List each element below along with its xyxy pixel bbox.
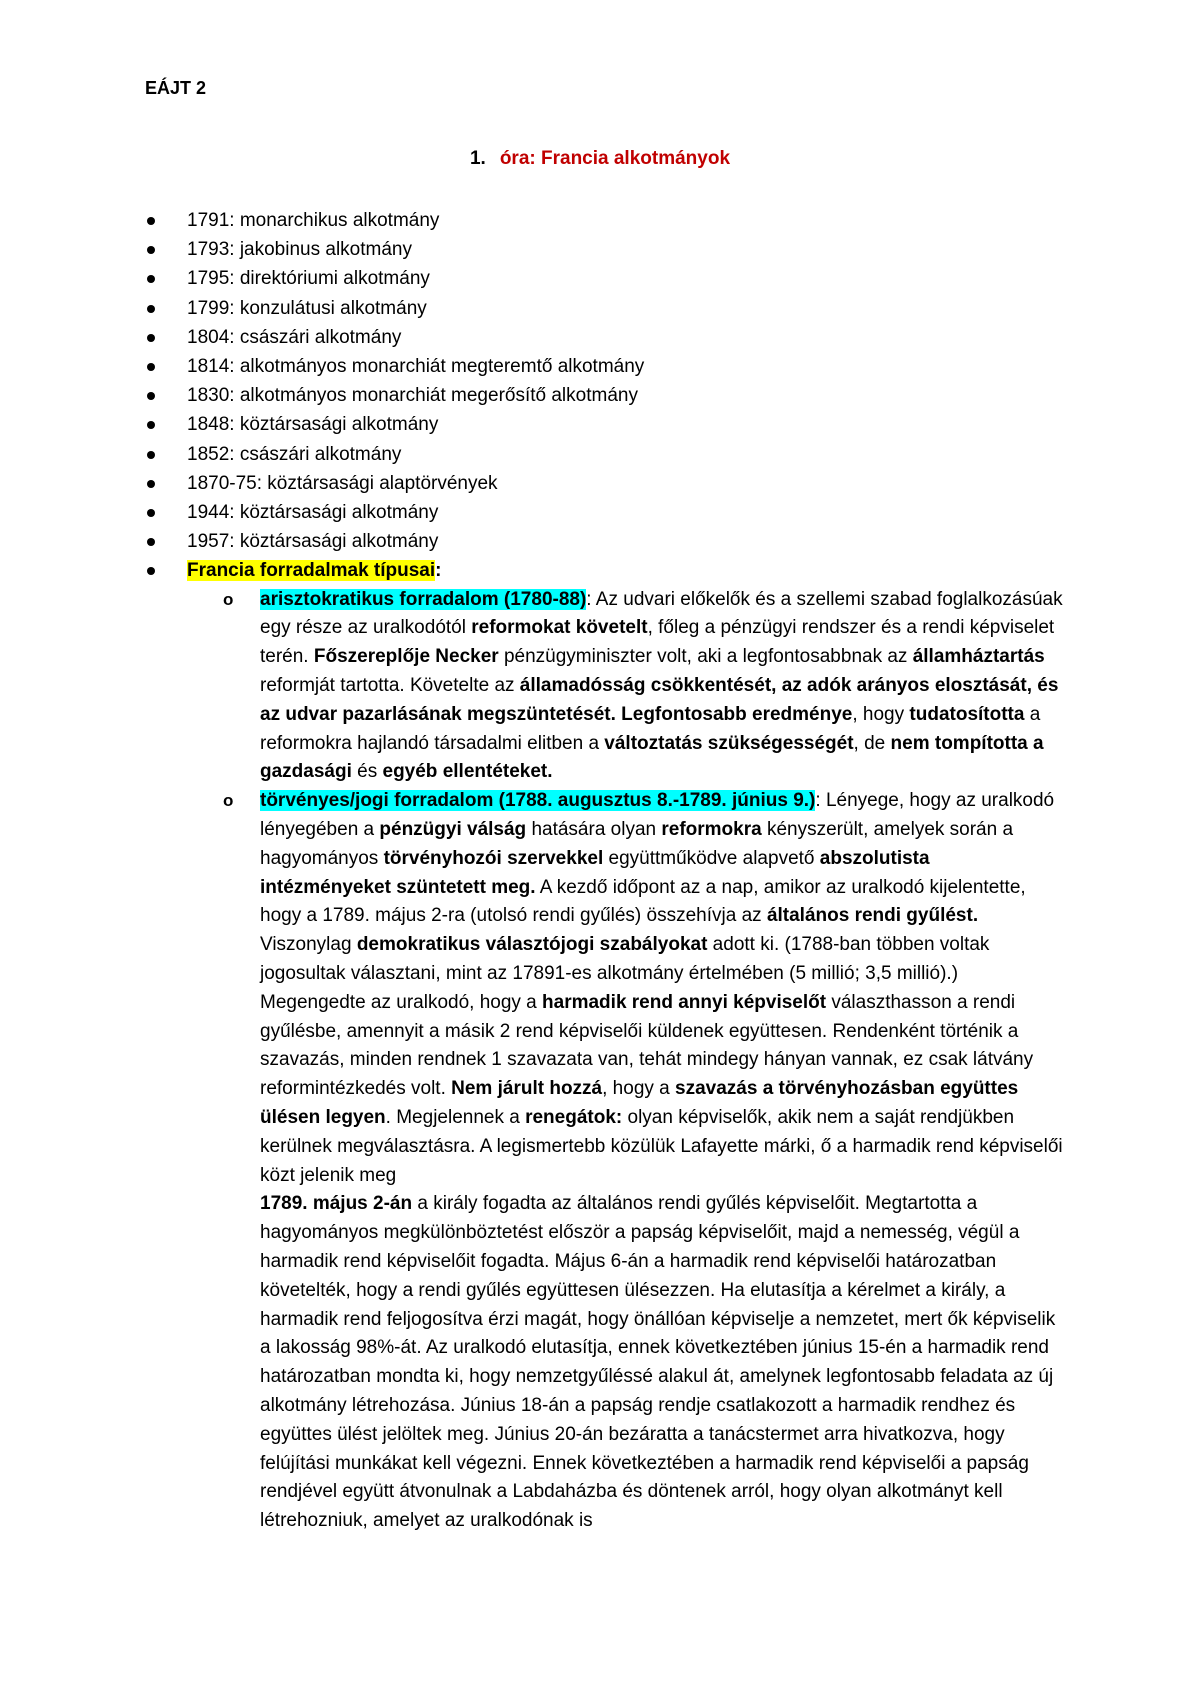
torv-segment: demokratikus választójogi szabályokat [356,934,708,956]
revolution-types-item: Francia forradalmak típusai: o arisztokratikus forradalom (1780-88): Az udvari előkelők és a szellemi szabad foglalkozásúak egy része az uralkodótól reformokat követelt, főleg a pénzügyi rendszer és a rendi képviselet terén. Főszereplője Necker pénzügyminiszter volt, aki a legfontosabbnak az államháztartás reformját tartotta. Követelte az államadósság csökkentését, az adók arányos elosztását, és az udvar pazarlásának megszüntetését. Legfontosabb eredménye, hogy tudatosította a reformokra hajlandó társadalmi elitben a változtatás szükségességét, de nem tompította a gazdasági és egyéb ellentéteket. o törvényes/jogi forradalom (1788. augusztus 8.-1789. június 9.): Lényege, hogy az uralkodó lényegében a pénzügyi válság hatására olyan reformokra kényszerült, amelyek során a hagyományos törvényhozói szervekkel együttműködve alapvető abszolutista intézményeket szüntetett meg. A kezdő időpont az a nap, amikor az uralkodó kijelentette, hogy a 1789. május 2-ra (utolsó rendi gyűlés) összehívja az általános rendi gyűlést. Viszonylag demokratikus választójogi szabályokat adott ki. (1788-ban többen voltak jogosultak választani, mint az 17891-es alkotmány értelmében (5 millió; 3,5 millió).) Megengedte az uralkodó, hogy a harmadik rend annyi képviselőt választhasson a rendi gyűlésbe, amennyit a másik 2 rend képviselői küldenek együttesen. Rendenként történik a szavazás, minden rendnek 1 szavazata van, tehát mindegy hányan vannak, ez csak látvány reformintézkedés volt. Nem járult hozzá, hogy a szavazás a törvényhozásban együttes ülésen legyen. Megjelennek a renegátok: olyan képviselők, akik nem a saját rendjükben kerülnek megválasztásra. A legismertebb közülük Lafayette márki, ő a harmadik rend képviselői közt jelenik meg 1789. május 2-án a király fogadta az általános rendi gyűlés képviselőit. Megtartotta a hagyományos megkülönböztetést először a papság képviselőit, majd a nemesség, végül a harmadik rend képviselőit fogadta. Május 6-án a harmadik rend képviselői határozatban követelték, hogy a rendi gyűlés együttesen ülésezzen. Ha elutasítja a kérelmet a király, a harmadik rend feljogosítva érzi magát, hogy önállóan képviselje a nemzetet, mert ők képviselik a lakosság 98%-át. Az uralkodó elutasítja, ennek következtében június 15-én a harmadik rend határozatban mondta ki, hogy nemzetgyűléssé alakul át, amelynek legfontosabb feladata az új alkotmány létrehozása. Június 18-án a papság rendje csatlakozott a harmadik rendhez és együttes ülést jelöltek meg. Június 20-án bezáratta a tanácstermet arra hivatkozva, hogy felújítási munkákat kell végezni. Ennek következtében a harmadik rend képviselői a papság rendjével együtt átvonulnak a Labdaházba és döntenek arról, hogy olyan alkotmányt kell létrehozniuk, amelyet az uralkodónak is [145,556,1065,1536]
aris-segment: változtatás szükségességét [604,732,854,754]
aris-segment: a reformokra hajlandó társadalmi elitben a [260,703,1041,754]
list-item: 1852: császári alkotmány [145,440,1065,469]
torv-segment: pénzügyi válság [379,819,527,841]
aris-segment: , hogy [852,703,910,725]
legal-revolution-item [187,787,1065,1536]
circle-bullet-icon: o [223,791,234,811]
lesson-title [0,148,1200,170]
torv-segment: kényszerült, amelyek során a hagyományos [260,819,1014,869]
bullet-icon [147,538,155,546]
list-item: 1804: császári alkotmány [145,323,1065,352]
aris-segment: és [351,761,383,783]
list-item: 1799: konzulátusi alkotmány [145,294,1065,323]
bullet-icon [147,567,155,575]
aris-segment: , főleg a pénzügyi rendszer és a rendi képviselet terén. [260,617,1055,668]
torv-segment: harmadik rend annyi képviselőt [542,991,827,1013]
list-item: 1795: direktóriumi alkotmány [145,264,1065,293]
list-item: 1791: monarchikus alkotmány [145,206,1065,235]
aris-segment: , de [853,732,891,754]
aris-segment: államháztartás [912,646,1045,668]
legal-revolution-text [260,790,1063,1185]
torv-segment: , hogy a [602,1078,676,1100]
torv-segment: renegátok: [525,1106,623,1128]
torv-segment: általános rendi gyűlést. [766,905,979,927]
bullet-icon [147,480,155,488]
torv-segment: együttműködve alapvető [603,847,820,869]
legal-revolution-text-2: a király fogadta az általános rendi gyűlés képviselőit. Megtartotta a hagyományos megkülönböztetést először a papság képviselőit, majd a nemesség, végül a harmadik rend képviselőit fogadta. Május 6-án a harmadik rend képviselői határozatban követelték, hogy a rendi gyűlés együttesen ülésezzen. Ha elutasítja a kérelmet a király, a harmadik rend feljogosítva érzi magát, hogy önállóan képviselje a nemzetet, mert ők képviselik a lakosság 98%-át. Az uralkodó elutasítja, ennek következtében június 15-én a harmadik rend határozatban mondta ki, hogy nemzetgyűléssé alakul át, amelynek legfontosabb feladata az új alkotmány létrehozása. Június 18-án a papság rendje csatlakozott a harmadik rendhez és együttes ülést jelöltek meg. Június 20-án bezáratta a tanácstermet arra hivatkozva, hogy felújítási munkákat kell végezni. Ennek következtében a harmadik rend képviselői a papság rendjével együtt átvonulnak a Labdaházba és döntenek arról, hogy olyan alkotmányt kell létrehozniuk, amelyet az uralkodónak is [260,1193,1056,1532]
lesson-title-text: óra: Francia alkotmányok [499,148,731,169]
aris-segment: : Az udvari előkelők és a szellemi szabad foglalkozásúak egy része az uralkodótól [260,588,1063,639]
torv-segment: törvényhozói szervekkel [383,847,604,869]
bullet-icon [147,246,155,254]
legal-revolution-heading: törvényes/jogi forradalom (1788. augusztus 8.-1789. június 9.) [260,790,816,812]
list-item: 1830: alkotmányos monarchiát megerősítő alkotmány [145,381,1065,410]
revolution-types-list [187,586,1065,1536]
bullet-icon [147,363,155,371]
aris-segment: reformját tartotta. Követelte az [260,675,520,697]
aris-segment: egyéb ellentéteket. [382,761,553,783]
torv-segment: abszolutista intézményeket szüntetett meg. [260,847,930,898]
bullet-icon [147,217,155,225]
torv-segment: A kezdő időpont az a nap, amikor az uralkodó kijelentette, hogy a 1789. május 2-ra (utolsó rendi gyűlés) összehívja az [260,876,1026,927]
list-item: 1944: köztársasági alkotmány [145,498,1065,527]
torv-segment: hatására olyan [526,819,662,841]
torv-segment: Nem járult hozzá [451,1078,603,1100]
torv-segment: Viszonylag [260,934,357,956]
aristocratic-revolution-item [187,586,1065,788]
aris-segment: reformokat követelt [471,617,648,639]
document-header: EÁJT 2 [145,78,207,98]
aris-segment: nem tompította a gazdasági [260,732,1044,783]
list-item: 1957: köztársasági alkotmány [145,527,1065,556]
circle-bullet-icon: o [223,589,234,609]
aris-segment: tudatosította [909,703,1025,725]
torv-segment: szavazás a törvényhozásban együttes ülésen legyen [260,1078,1019,1128]
torv-segment: olyan képviselők, akik nem a saját rendjükben kerülnek megválasztásra. A legismertebb közülük Lafayette márki, ő a harmadik rend képviselői közt jelenik meg [260,1106,1063,1186]
torv-segment: adott ki. (1788-ban többen voltak jogosultak választani, mint az 17891-es alkotmány értelmében (5 millió; 3,5 millió).) Megengedte az uralkodó, hogy a [260,934,990,1013]
bullet-icon [147,509,155,517]
torv-segment: : Lényege, hogy az uralkodó lényegében a [260,790,1055,841]
lesson-number: 1. [469,148,486,169]
torv-segment: . Megjelennek a [385,1106,526,1128]
constitution-list [145,206,1065,1536]
torv-segment: reformokra [661,819,762,841]
aris-segment: államadósság csökkentését, az adók arányos elosztását, és az udvar pazarlásának megszüntetését. Legfontosabb eredménye [260,675,1059,725]
bullet-icon [147,305,155,313]
list-item: 1870-75: köztársasági alaptörvények [145,469,1065,498]
bullet-icon [147,421,155,429]
torv-segment: választhasson a rendi gyűlésbe, amennyit a másik 2 rend képviselői küldenek együttesen. Rendenként történik a szavazás, minden rendnek 1 szavazata van, tehát mindegy hányan vannak, ez csak látvány reformintézkedés volt. [260,991,1034,1100]
aristocratic-revolution-text [260,589,1063,783]
list-item: 1848: köztársasági alkotmány [145,410,1065,439]
list-item: 1793: jakobinus alkotmány [145,235,1065,264]
revolution-types-heading: Francia forradalmak típusai [187,560,436,582]
bullet-icon [147,275,155,283]
bullet-icon [147,392,155,400]
aris-segment: pénzügyminiszter volt, aki a legfontosabbnak az [498,646,913,668]
list-item: 1814: alkotmányos monarchiát megteremtő alkotmány [145,352,1065,381]
bullet-icon [147,334,155,342]
aristocratic-revolution-heading: arisztokratikus forradalom (1780-88) [260,588,587,610]
aris-segment: Főszereplője Necker [313,646,499,668]
bullet-icon [147,451,155,459]
legal-revolution-date: 1789. május 2-án [260,1193,413,1215]
